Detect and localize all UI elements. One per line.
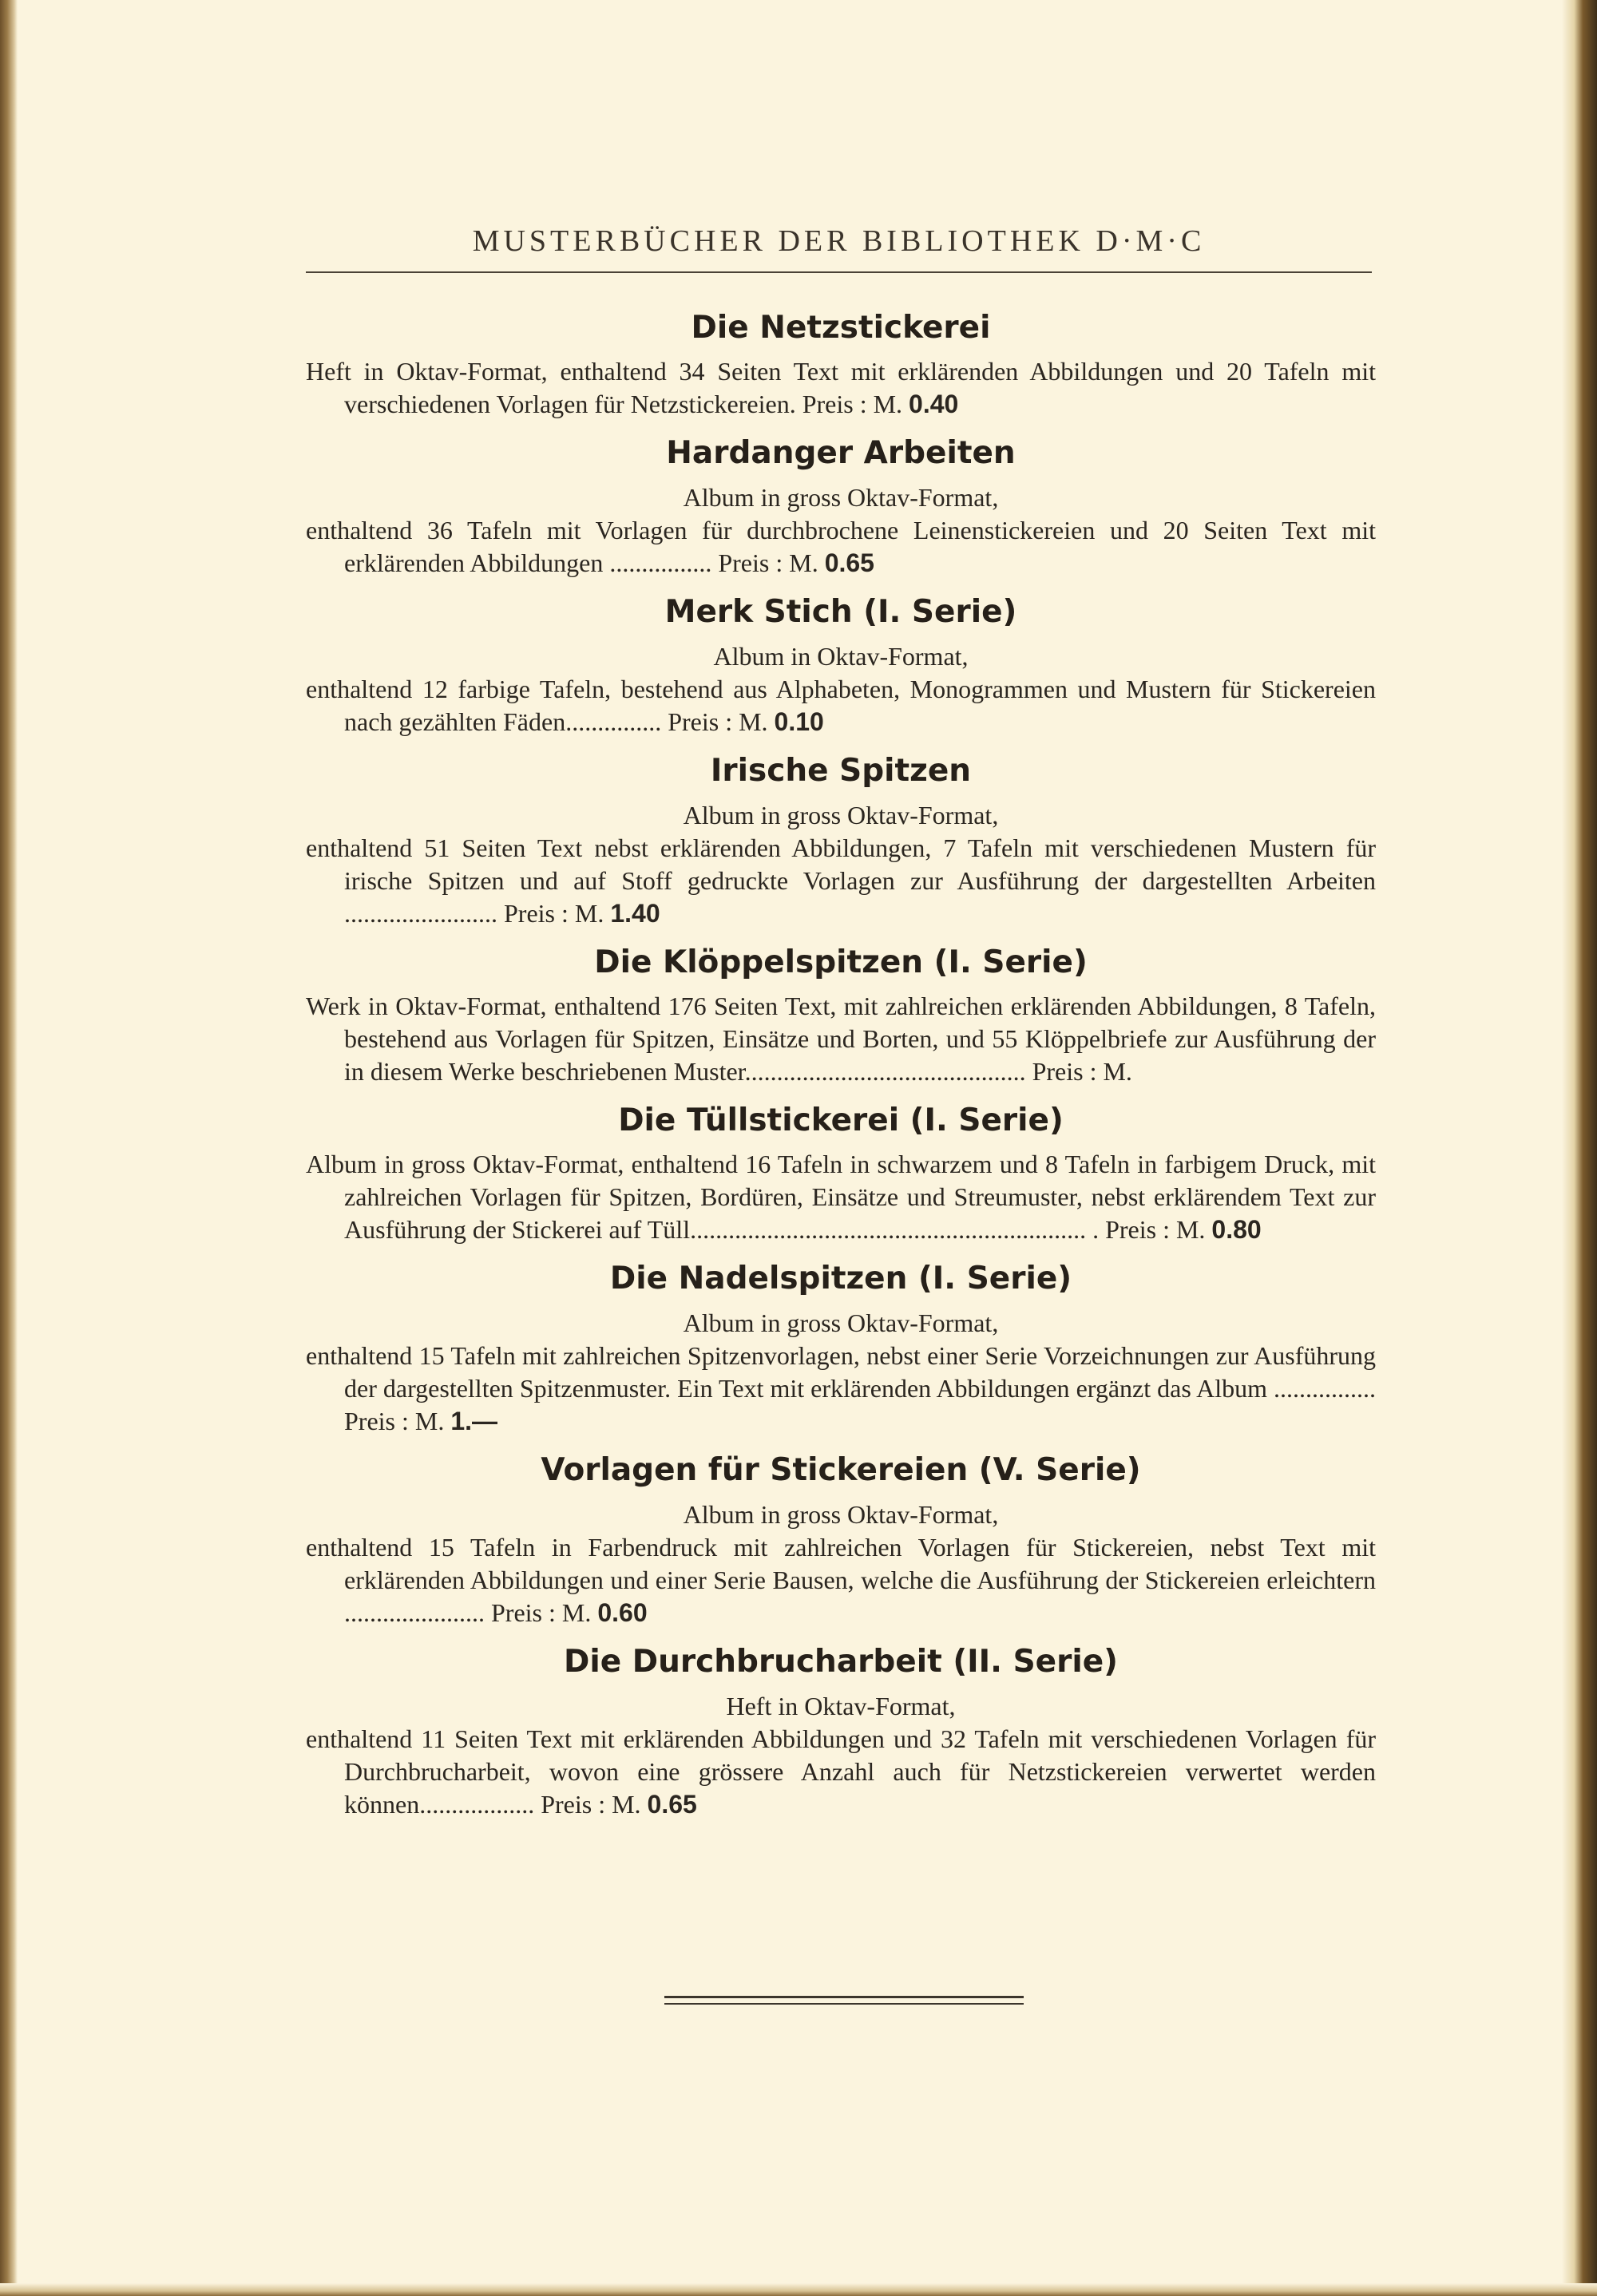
catalog-entry	[306, 435, 1376, 580]
entry-description: enthaltend 15 Tafeln mit zahlreichen Spitzenvorlagen, nebst einer Serie Vorzeichnungen zur Ausführung der dargestellten Spitzenmuster. Ein Text mit erklärenden Abbildungen ergänzt das Album ................ Preis : M. 1.—	[306, 1341, 1376, 1435]
entry-title: Merk Stich (I. Serie)	[664, 594, 1017, 630]
entry-description: enthaltend 11 Seiten Text mit erklärenden Abbildungen und 32 Tafeln mit verschiedenen Vorlagen für Durchbrucharbeit, wovon eine grössere Anzahl auch für Netzstickereien verwertet werden können.................. Preis : M. 0.65	[306, 1724, 1376, 1819]
entry-title: Irische Spitzen	[710, 753, 972, 789]
catalog-entry	[306, 944, 1376, 1088]
entry-price: 0.65	[647, 1790, 697, 1819]
catalog-entry	[306, 1452, 1376, 1629]
entry-title: Die Durchbrucharbeit (II. Serie)	[564, 1644, 1118, 1680]
catalog-entry	[306, 1644, 1376, 1821]
catalog-entry	[306, 753, 1376, 930]
entry-format: Album in gross Oktav-Format,	[683, 483, 999, 512]
entry-price: 0.65	[824, 548, 874, 577]
entry-title: Hardanger Arbeiten	[666, 435, 1016, 471]
entry-description: enthaltend 51 Seiten Text nebst erklärenden Abbildungen, 7 Tafeln mit verschiedenen Mustern für irische Spitzen und auf Stoff gedruckte Vorlagen zur Ausführung der dargestellten Arbeiten ........................ Preis : M. 1.40	[306, 833, 1376, 928]
entry-title: Vorlagen für Stickereien (V. Serie)	[541, 1452, 1141, 1488]
catalog-entry	[306, 1102, 1376, 1246]
entry-price: 0.60	[597, 1598, 648, 1627]
entry-price: 0.80	[1211, 1215, 1262, 1244]
entry-title: Die Nadelspitzen (I. Serie)	[609, 1261, 1072, 1296]
catalog-entry	[306, 594, 1376, 738]
catalog-entry	[306, 310, 1376, 421]
closing-double-rule	[664, 1996, 1024, 2005]
entry-description: Heft in Oktav-Format, enthaltend 34 Seiten Text mit erklärenden Abbildungen und 20 Tafeln mit verschiedenen Vorlagen für Netzstickereien. Preis : M. 0.40	[306, 357, 1376, 418]
entry-price: 1.—	[450, 1407, 498, 1435]
entry-price: 0.10	[774, 707, 824, 736]
page-content	[306, 224, 1376, 1835]
page-fore-edge	[1562, 0, 1597, 2296]
entry-format: Album in gross Oktav-Format,	[683, 1500, 999, 1529]
entry-title: Die Tüllstickerei (I. Serie)	[618, 1102, 1064, 1138]
entry-price: 0.40	[909, 390, 959, 418]
entry-format: Album in Oktav-Format,	[713, 642, 969, 671]
catalog-entry	[306, 1261, 1376, 1438]
entry-description: enthaltend 36 Tafeln mit Vorlagen für durchbrochene Leinenstickereien und 20 Seiten Text mit erklärenden Abbildungen ................ Preis : M. 0.65	[306, 516, 1376, 577]
entry-description: Album in gross Oktav-Format, enthaltend 16 Tafeln in schwarzem und 8 Tafeln in farbigem Druck, mit zahlreichen Vorlagen für Spitzen, Bordüren, Einsätze und Streumuster, nebst erklärendem Text zur Ausführung der Stickerei auf Tüll.............................................................. . Preis : M. 0.80	[306, 1150, 1376, 1244]
entry-description: enthaltend 15 Tafeln in Farbendruck mit zahlreichen Vorlagen für Stickereien, nebst Text mit erklärenden Abbildungen und einer Serie Bausen, welche die Ausführung der Stickereien erleichtern ...................... Preis : M. 0.60	[306, 1533, 1376, 1627]
entry-format: Album in gross Oktav-Format,	[683, 801, 999, 829]
entry-format: Heft in Oktav-Format,	[726, 1692, 956, 1720]
running-head: MUSTERBÜCHER DER BIBLIOTHEK D·M·C	[306, 224, 1372, 273]
entry-description: enthaltend 12 farbige Tafeln, bestehend aus Alphabeten, Monogrammen und Mustern für Stickereien nach gezählten Fäden............... Preis : M. 0.10	[306, 675, 1376, 736]
entry-price: 1.40	[610, 899, 660, 928]
page-bottom-edge	[0, 2283, 1597, 2296]
entry-title: Die Klöppelspitzen (I. Serie)	[594, 944, 1088, 980]
entry-title: Die Netzstickerei	[691, 310, 991, 346]
entry-description: Werk in Oktav-Format, enthaltend 176 Seiten Text, mit zahlreichen erklärenden Abbildungen, 8 Tafeln, bestehend aus Vorlagen für Spitzen, Einsätze und Borten, und 55 Klöppelbriefe zur Ausführung der in diesem Werke beschriebenen Muster............................................ Preis : M.	[306, 992, 1376, 1086]
page-binding-edge	[0, 0, 18, 2296]
entry-format: Album in gross Oktav-Format,	[683, 1308, 999, 1337]
